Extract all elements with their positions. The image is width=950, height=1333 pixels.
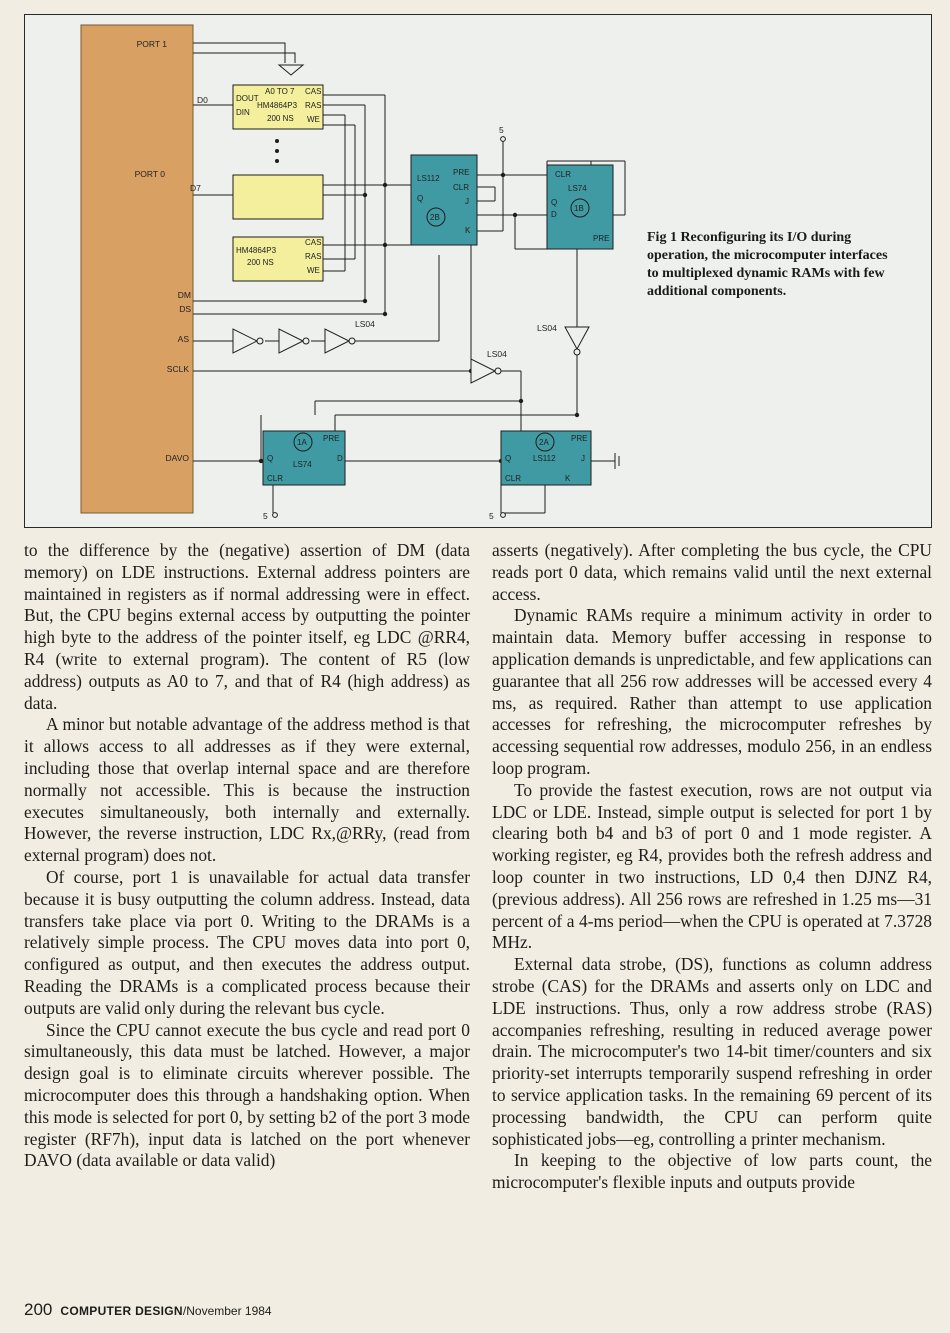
ram-chip-1 — [233, 85, 323, 129]
right-paragraph-3: To provide the fastest execution, rows are not output via LDC or LDE. Instead, simple output is selected for port 1 by clearing both b4 and b3 of port 0 and 1 mode register. A working register, eg R4, provides both the refresh address and loop counter in two instructions, LD 0,4 then DJNZ R4, (previous address). All 256 rows are refreshed in 1.25 ms—31 percent of a 4-ms period—when the CPU is operated at 7.3728 MHz. — [492, 779, 932, 953]
label-vcc-top: 5 — [499, 125, 504, 135]
label-vcc-left: 5 — [263, 511, 268, 521]
svg-text:PRE: PRE — [453, 168, 470, 177]
figure-caption: Fig 1 Reconfiguring its I/O during operation, the microcomputer interfaces to multiplexed dynamic RAMs with few additional components. — [647, 230, 888, 299]
svg-text:Q: Q — [417, 194, 424, 203]
svg-text:D: D — [551, 210, 557, 219]
svg-text:DOUT: DOUT — [236, 94, 259, 103]
svg-text:2A: 2A — [539, 438, 549, 447]
ram-chip-2 — [233, 175, 323, 219]
left-paragraph-1: to the difference by the (negative) assertion of DM (data memory) on LDE instructions. External address pointers are maintained in registers as if normal addressing were in effect. But, the CPU begins external access by outputting the pointer high byte to the address of the pointer itself, eg LDC @RR4, R4 (write to external program). The content of R5 (low address) outputs as A0 to 7, and that of R4 (high address) as data. — [24, 540, 470, 713]
label-d0: D0 — [197, 95, 208, 105]
svg-text:PRE: PRE — [323, 434, 340, 443]
issue-date: /November 1984 — [182, 1304, 272, 1318]
svg-text:Q: Q — [505, 454, 512, 463]
label-davo: DAVO — [165, 453, 189, 463]
label-ds: DS — [179, 304, 191, 314]
ls74-1b — [547, 165, 613, 249]
page-number: 200 — [24, 1300, 53, 1319]
label-port0: PORT 0 — [134, 169, 165, 179]
right-paragraph-5: In keeping to the objective of low parts count, the microcomputer's flexible inputs and outputs provide — [492, 1150, 932, 1193]
label-ls04-c: LS04 — [537, 323, 557, 333]
label-ls04-b: LS04 — [487, 349, 507, 359]
left-paragraph-2: A minor but notable advantage of the address method is that it allows access to all addresses as if they were external, including those that overlap internal space and are therefore normally not accessible. This is because the instruction executes simultaneously, both internally and externally. However, the reverse instruction, LDC Rx,@RRy, (read from external program) does not. — [24, 714, 470, 866]
left-paragraph-4: Since the CPU cannot execute the bus cycle and read port 0 simultaneously, this data must be latched. However, a major design goal is to eliminate circuits wherever possible. The microcomputer does this through a handshaking option. When this mode is selected for port 0, by setting b2 of the port 3 mode register (RF7h), input data is latched on the port whenever DAVO (data available or data valid) — [24, 1019, 470, 1171]
ls74-1a — [263, 431, 345, 485]
left-paragraph-3: Of course, port 1 is unavailable for actual data transfer because it is busy outputting the column address. Instead, data transfers take place via port 0. Writing to the DRAMs is a relatively simple process. The CPU moves data into port 0, configured as output, and then executes the address output. Reading the DRAMs is a complicated process because their outputs are valid only during the relevant bus cycle. — [24, 866, 470, 1018]
svg-text:WE: WE — [307, 115, 320, 124]
svg-text:DIN: DIN — [236, 108, 250, 117]
svg-text:1B: 1B — [574, 204, 584, 213]
svg-text:CAS: CAS — [305, 238, 322, 247]
cpu-block — [81, 25, 193, 513]
label-port1: PORT 1 — [136, 39, 167, 49]
svg-text:2B: 2B — [430, 213, 440, 222]
svg-text:200 NS: 200 NS — [267, 114, 294, 123]
right-paragraph-2: Dynamic RAMs require a minimum activity in order to maintain data. Memory buffer accessing in response to application demands is unpredictable, and few applications can guarantee that all 256 row addresses will be accessed every 4 ms, as required. Rather than attempt to use application accesses for refreshing, the microcomputer refreshes by accessing sequential row addresses, modulo 256, in an endless loop program. — [492, 605, 932, 778]
svg-text:200 NS: 200 NS — [247, 258, 274, 267]
svg-text:HM4864P3: HM4864P3 — [236, 246, 277, 255]
svg-text:LS112: LS112 — [417, 174, 440, 183]
svg-text:CLR: CLR — [505, 474, 522, 483]
svg-text:PRE: PRE — [593, 234, 610, 243]
svg-text:PRE: PRE — [571, 434, 588, 443]
ls112-2a — [501, 431, 591, 485]
svg-text:RAS: RAS — [305, 252, 322, 261]
svg-text:D: D — [337, 454, 343, 463]
svg-text:Q: Q — [267, 454, 274, 463]
svg-text:K: K — [565, 474, 571, 483]
svg-text:HM4864P3: HM4864P3 — [257, 101, 298, 110]
svg-text:RAS: RAS — [305, 101, 322, 110]
svg-text:CAS: CAS — [305, 87, 322, 96]
right-paragraph-4: External data strobe, (DS), functions as column address strobe (CAS) for the DRAMs and asserts only on LDC and LDE instructions. Thus, only a row address strobe (RAS) accompanies refreshing, resulting in reduced average power drain. The microcomputer's two 14-bit timer/counters and six priority-set interrupts temporarily suspend refreshing in order to service application tasks. In the remaining 69 percent of its processing bandwidth, the CPU can perform quite sophisticated jobs—eg, controlling a printer mechanism. — [492, 954, 932, 1149]
ls112-2b — [411, 155, 477, 245]
label-vcc-right: 5 — [489, 511, 494, 521]
magazine-name: COMPUTER DESIGN — [60, 1304, 183, 1318]
svg-text:LS74: LS74 — [568, 184, 587, 193]
svg-text:A0 TO 7: A0 TO 7 — [265, 87, 295, 96]
label-ls04-a: LS04 — [355, 319, 375, 329]
label-d7: D7 — [190, 183, 201, 193]
right-column — [492, 540, 932, 1194]
svg-text:Q: Q — [551, 198, 558, 207]
svg-text:LS112: LS112 — [533, 454, 556, 463]
svg-text:CLR: CLR — [267, 474, 284, 483]
svg-text:K: K — [465, 226, 471, 235]
svg-text:LS74: LS74 — [293, 460, 312, 469]
left-column — [24, 540, 470, 1172]
svg-text:CLR: CLR — [555, 170, 572, 179]
label-as: AS — [177, 334, 189, 344]
right-paragraph-1: asserts (negatively). After completing the bus cycle, the CPU reads port 0 data, which remains valid until the next external access. — [492, 540, 932, 604]
page-footer — [24, 1300, 272, 1322]
svg-text:WE: WE — [307, 266, 320, 275]
svg-text:1A: 1A — [297, 438, 307, 447]
svg-text:CLR: CLR — [453, 183, 470, 192]
label-dm: DM — [177, 290, 191, 300]
schematic-figure — [24, 14, 932, 528]
svg-text:J: J — [581, 454, 585, 463]
label-sclk: SCLK — [166, 364, 189, 374]
svg-text:J: J — [465, 197, 469, 206]
ram-chip-3 — [233, 237, 323, 281]
